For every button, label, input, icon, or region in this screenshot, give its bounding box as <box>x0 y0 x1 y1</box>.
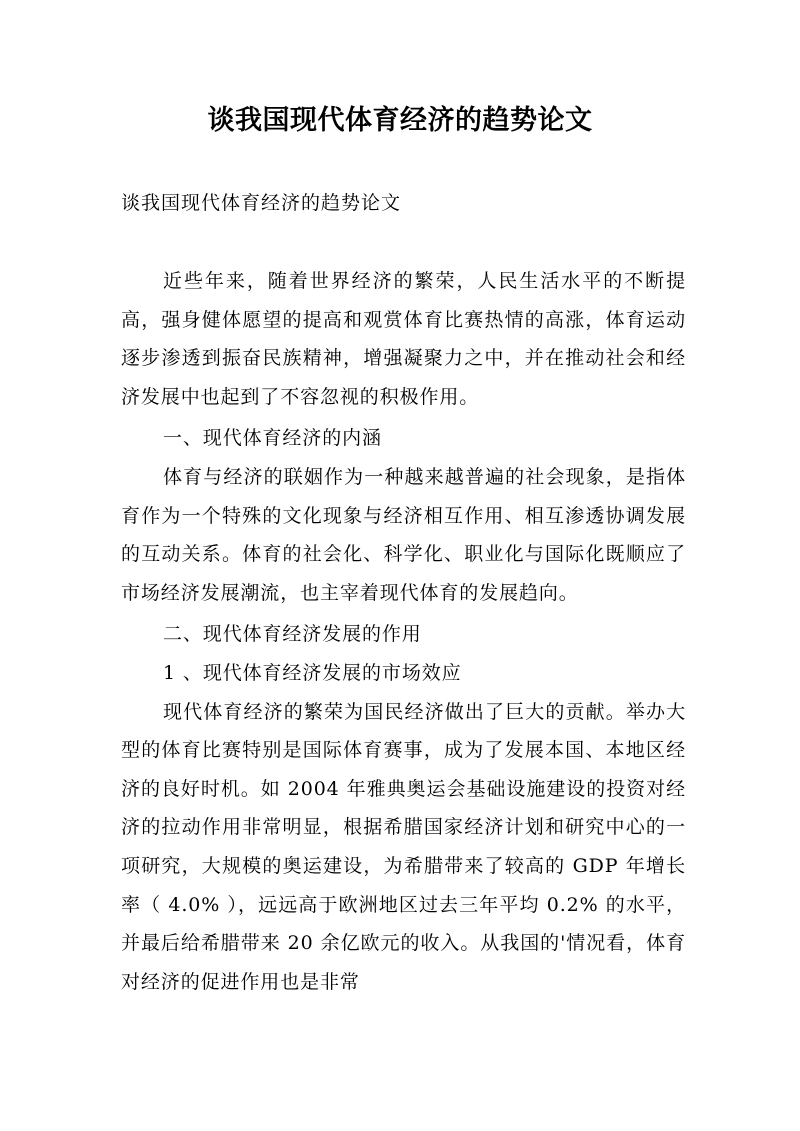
document-subtitle: 谈我国现代体育经济的趋势论文 <box>121 192 402 214</box>
document-title: 谈我国现代体育经济的趋势论文 <box>207 105 593 136</box>
market-effect-paragraph: 现代体育经济的繁荣为国民经济做出了巨大的贡献。举办大型的体育比赛特别是国际体育赛事，成为了发展本国、本地区经济的良好时机。如 2004 年雅典奥运会基础设施建设的投资对经济的拉动作用非常明显，根据希腊国家经济计划和研究中心的一项研究，大规模的奥运建设，为希腊带来了较高的 GDP 年增长率（ 4.0% ），远远高于欧洲地区过去三年平均 0.2% 的水平，并最后给希腊带来 20 余亿欧元的收入。从我国的'情况看，体育对经济的促进作用也是非常 <box>121 700 686 993</box>
connotation-paragraph: 体育与经济的联姻作为一种越来越普遍的社会现象，是指体育作为一个特殊的文化现象与经济相互作用、相互渗透协调发展的互动关系。体育的社会化、科学化、职业化与国际化既顺应了市场经济发展潮流，也主宰着现代体育的发展趋向。 <box>121 465 686 604</box>
intro-paragraph: 近些年来，随着世界经济的繁荣，人民生活水平的不断提高，强身健体愿望的提高和观赏体育比赛热情的高涨，体育运动逐步渗透到振奋民族精神，增强凝聚力之中，并在推动社会和经济发展中也起到了不容忽视的积极作用。 <box>121 270 686 408</box>
section-heading-role: 二、现代体育经济发展的作用 <box>163 623 422 646</box>
subsection-heading-market-effect: 1 、现代体育经济发展的市场效应 <box>163 661 462 684</box>
document-body <box>121 262 686 1001</box>
section-heading-connotation: 一、现代体育经济的内涵 <box>163 427 382 450</box>
